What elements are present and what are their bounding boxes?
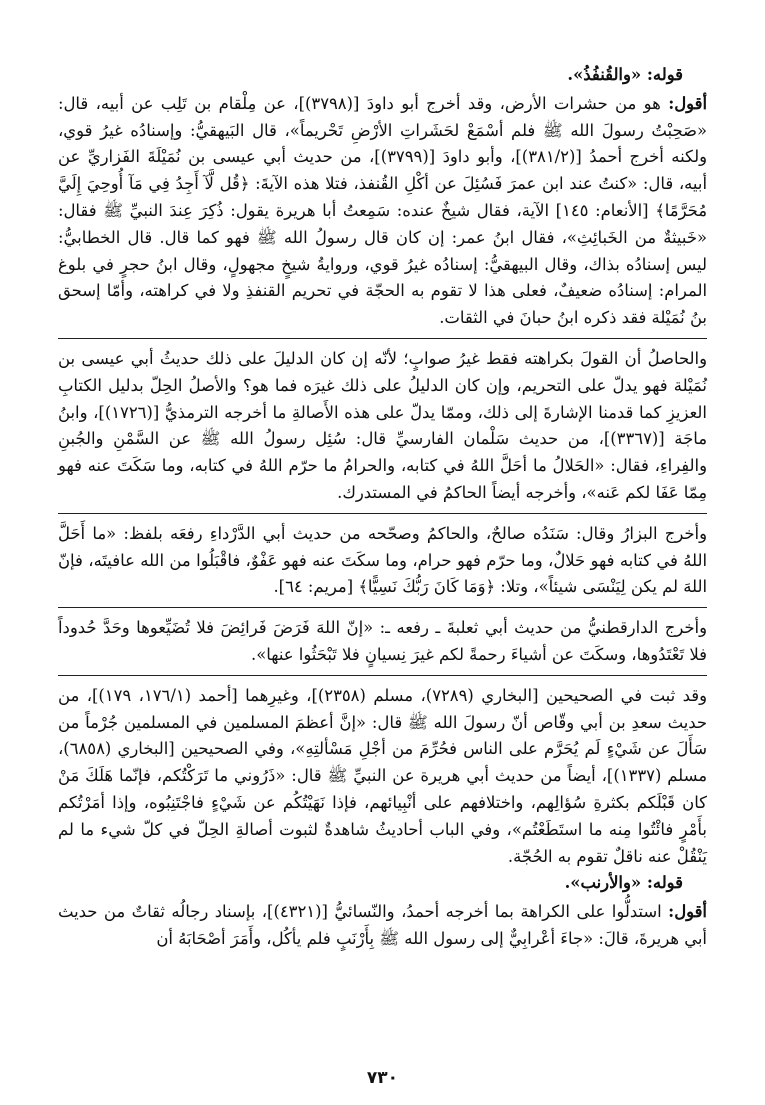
section-heading-rabbit: قوله: «والأرنب».	[564, 873, 683, 893]
paragraph-lead-word: أقول:	[668, 93, 708, 113]
paragraph-daraqutni-narration: وأخرج الدارقطنيُّ من حديث أبي ثعلبةَ ـ رفعه ـ: «إنّ اللهَ فَرَضَ فَرائِضَ فلا تُضَيِّعوها وحَدَّ حُدوداً فلا تَعْتَدُوها، وسكَتَ عن أشياءَ رحمةً لكم غيرَ نِسيانٍ فلا تَبْحَثُوا عنها».	[58, 618, 707, 664]
paragraph-conclusion: والحاصلُ أن القولَ بكراهته فقط غيرُ صوابٍ؛ لأنّه إن كان الدليلَ على ذلك حديثُ أبي عيسى بن نُمَيْلة فهو يدلّ على التحريم، وإن كان الدليلُ على ذلك غيرَه فما هو؟ والأصلُ الحِلّ بدليل الكتابِ العزيزِ كما قدمنا الإشارةَ إلى ذلك، وممّا يدلّ على هذه الأَصالةِ ما أخرجه الترمذيُّ [(١٧٢٦)]، وابنُ ماجَة [(٣٣٦٧)]، من حديث سَلْمان الفارسيِّ قال: سُئِل رسولُ الله ﷺ عن السَّمْنِ والجُبنِ والفِراءِ، فقال: «الحَلالُ ما أحَلَّ اللهُ في كتابه، والحرامُ ما حرّم اللهُ في كتابه، وما سَكَتَ عنه فهو مِمّا عَفَا لكم عَنه»، وأخرجه أيضاً الحاكمُ في المستدرك.	[58, 348, 707, 502]
paragraph-bazzar-narration: وأخرج البزارُ وقال: سَنَدُه صالحٌ، والحاكمُ وصحّحه من حديث أبي الدَّرْداءِ رفعَه بلفظ: «ما أَحَلَّ اللهُ في كتابه فهو حَلالٌ، وما حرّم فهو حرام، وما سكَتَ عنه فهو عَفْوٌ، فاقْبَلُوا من الله عافيتَه، فإنّ اللهَ لم يكن لِيَنْسَى شيئاً»، وتلا: ﴿وَمَا كَانَ رَبُّكَ نَسِيًّا﴾ [مريم: ٦٤].	[58, 523, 707, 597]
section-heading-hedgehog: قوله: «والقُنفُذُ».	[567, 65, 683, 84]
paragraph-sahihayn-narration: وقد ثبت في الصحيحين [البخاري (٧٢٨٩)، مسلم (٢٣٥٨)]، وغيرِهما [أحمد (١٧٦/١، ١٧٩)]، من حديث سعدِ بن أبي وقّاص أنّ رسولَ الله ﷺ قال: «إنَّ أعظمَ المسلمين في المسلمين جُرْماً من سَأَلَ عن شَيْءٍ لَم يُحَرَّم على الناس فحُرِّمَ من أجْلِ مَسْألتِهِ»، وفي الصحيحين [البخاري (٦٨٥٨)، مسلم (١٣٣٧)]، أيضاً من حديث أبي هريرة عن النبيِّ ﷺ قال: «ذَرُوني ما تَرَكْتُكم، فإنّما هَلَكَ مَنْ كان قَبْلَكم بكثرةِ سُؤالِهم، واختلافهم على أنْبِيائهم، فإذا نَهَيْتُكُم عن شَيْءٍ فاجْتَنِبُوه، وإذا أمَرْتُكم بأَمْرٍ فائْتُوا مِنه ما استَطَعْتُم»، وفي الباب أحاديثُ شاهدةٌ لثبوت أصالةِ الحِلّ في كلّ شيء ما لم يَنْقُلْ عنه ناقلٌ تقوم به الحُجّة.	[58, 685, 707, 866]
paragraph-divider	[58, 675, 707, 676]
page-number: ٧٣٠	[366, 1068, 399, 1088]
paragraph-divider	[58, 513, 707, 514]
paragraph-text: هو من حشرات الأرض، وقد أخرج أبو داودَ [(٣٧٩٨)]، عن مِلْقام بن تَلِب عن أبيه، قال: «صَحِبْتُ رسولَ الله ﷺ فلم أسْمَعْ لحَشَراتِ الأرْضِ تَحْريماً»، قال البَيهقيُّ: وإسنادُه غيرُ قوي، ولكنه أخرج أحمدُ [(٣٨١/٢)]، وأبو داودَ [(٣٧٩٩)]، من حديث أبي عيسى بن نُمَيْلَةَ الفَزاريِّ عن أبيه، قال: «كنتُ عند ابن عمرَ فَسُئِلَ عن أكْلِ القُنفذ، فتلا هذه الآيةَ: ﴿قُل لَّآ أَجِدُ فِي مَآ أُوحِيَ إِلَيَّ مُحَرَّمًا﴾ [الأنعام: ١٤٥] الآية، فقال شيخٌ عنده: سَمِعتُ أبا هريرة يقول: ذُكِرَ عِندَ النبيِّ ﷺ فقال: «خَبيثةٌ من الخَبائِثِ»، فقال ابنُ عمر: إن كان قال رسولُ الله ﷺ فهو كما قال. قال الخطابيُّ: ليس إسنادُه بذاك، وقال البيهقيُّ: إسنادُه غيرُ قوي، وروايةُ شيخٍ مجهولٍ، وقال ابنُ حجرٍ في بلوغ المرام: إسنادُه ضعيفٌ، فعلى هذا لا تقوم به الحجّة في تحريم القنفذِ ولا في كراهته، وأمّا إسحق بنُ نُمَيْلة فقد ذكره ابنُ حبانَ في الثقات.	[58, 93, 707, 328]
paragraph-lead-word: أقول:	[668, 902, 707, 922]
paragraph-divider	[58, 338, 707, 339]
paragraph-divider	[58, 607, 707, 608]
paragraph-rabbit-intro	[58, 899, 707, 953]
paragraph-text: استدلُّوا على الكراهة بما أخرجه أحمدُ، والنّسائيُّ [(٤٣٢١)]، بإسناد رجالُه ثقاتٌ من حديث أبي هريرةَ، قالَ: «جاءَ أعْرابِيٌّ إلى رسول الله ﷺ بِأَرْنَبٍ فلم يأكُل، وأَمَرَ أصْحَابَهُ أن	[58, 902, 707, 948]
paragraph-hedgehog-intro	[58, 91, 707, 332]
